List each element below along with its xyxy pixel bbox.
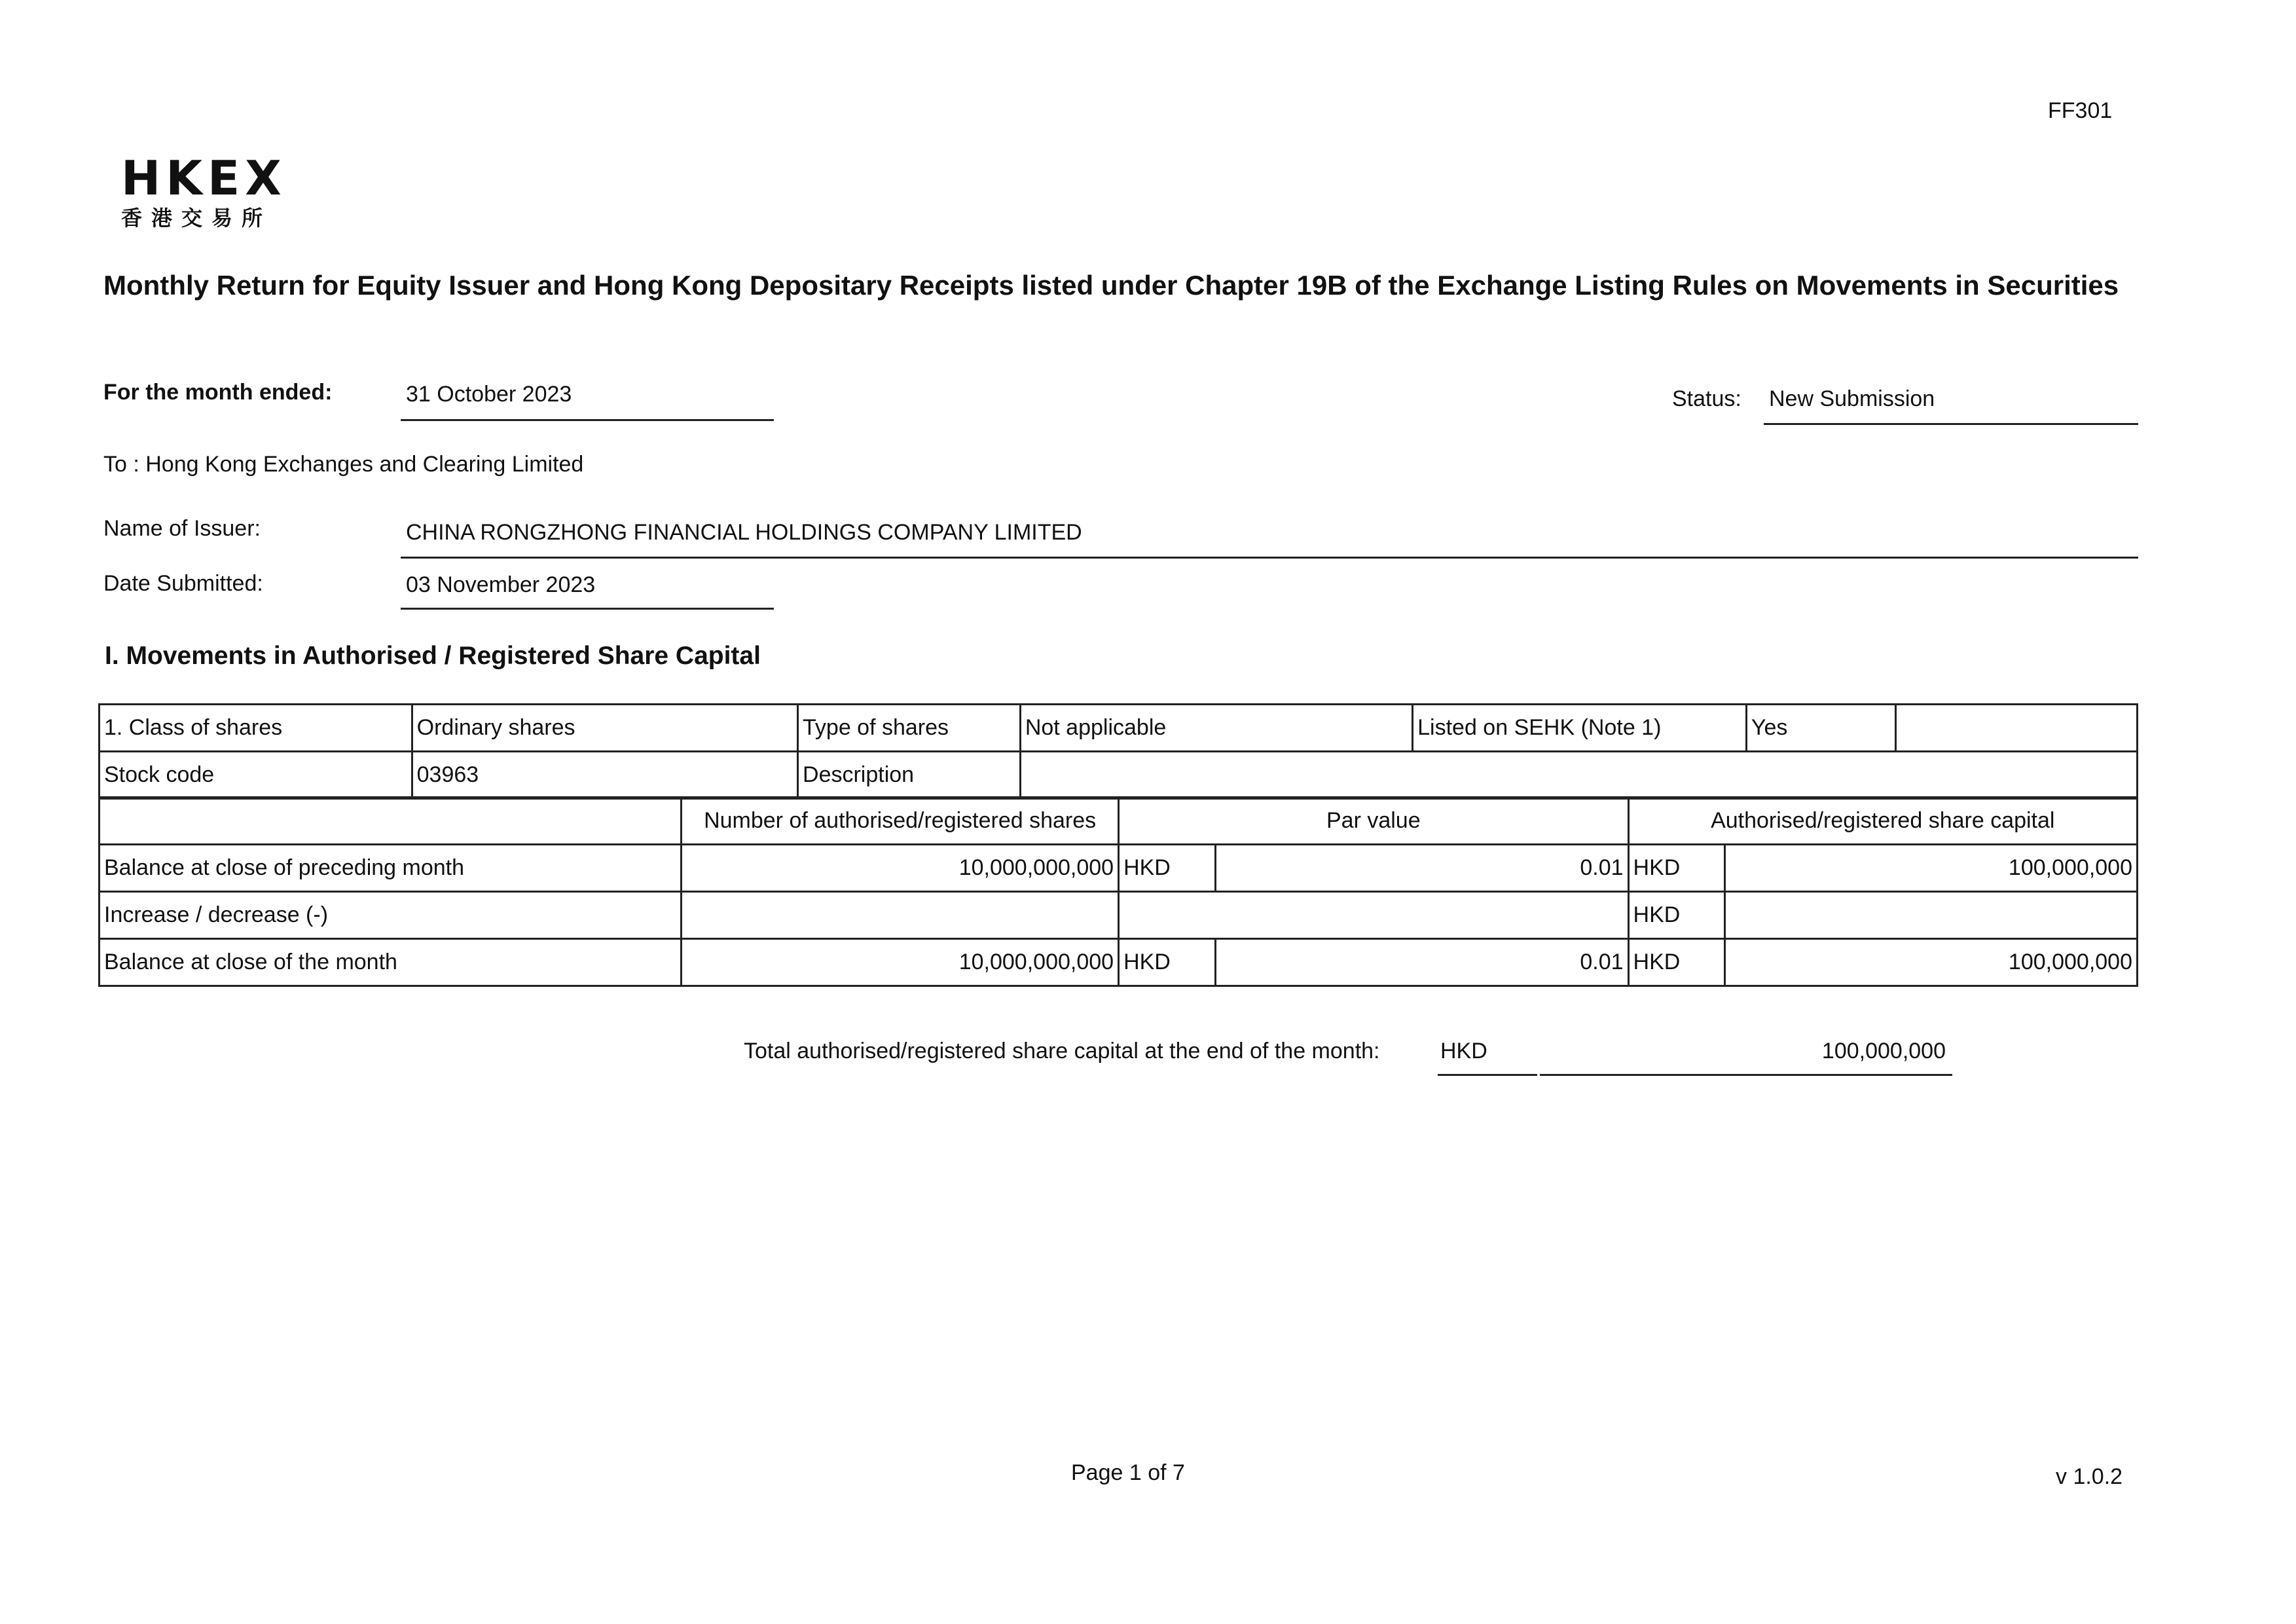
issuer-underline xyxy=(401,557,2138,559)
empty-cell xyxy=(1895,705,2137,752)
status-underline xyxy=(1764,423,2138,425)
row-par-currency: HKD xyxy=(1119,939,1216,986)
page-number: Page 1 of 7 xyxy=(1071,1460,1185,1485)
row-capital-value: 100,000,000 xyxy=(1725,939,2138,986)
row-shares: 10,000,000,000 xyxy=(682,939,1119,986)
date-submitted-value: 03 November 2023 xyxy=(406,572,596,597)
class-of-shares-label: 1. Class of shares xyxy=(100,705,412,752)
listed-value: Yes xyxy=(1746,705,1895,752)
row-label: Balance at close of the month xyxy=(100,939,682,986)
description-label: Description xyxy=(798,752,1021,799)
stock-code-label: Stock code xyxy=(100,752,412,799)
listed-label: Listed on SEHK (Note 1) xyxy=(1413,705,1747,752)
header-empty xyxy=(100,798,682,845)
version-label: v 1.0.2 xyxy=(2056,1464,2123,1489)
row-capital-currency: HKD xyxy=(1628,845,1725,892)
header-shares: Number of authorised/registered shares xyxy=(682,798,1119,845)
stock-code-value: 03963 xyxy=(412,752,797,799)
table-header-row xyxy=(100,798,2138,845)
type-of-shares-value: Not applicable xyxy=(1020,705,1412,752)
month-ended-value: 31 October 2023 xyxy=(406,382,572,407)
row-capital-currency: HKD xyxy=(1628,892,1725,939)
form-code: FF301 xyxy=(2048,98,2113,123)
month-ended-label: For the month ended: xyxy=(103,380,333,405)
row-label: Increase / decrease (-) xyxy=(100,892,682,939)
table-row xyxy=(100,892,2138,939)
total-value-underline xyxy=(1540,1074,1952,1076)
row-par-value: 0.01 xyxy=(1215,845,1628,892)
date-submitted-underline xyxy=(401,608,774,610)
total-currency: HKD xyxy=(1440,1039,1487,1063)
class-of-shares-value: Ordinary shares xyxy=(412,705,797,752)
row-capital-currency: HKD xyxy=(1628,939,1725,986)
row-label: Balance at close of preceding month xyxy=(100,845,682,892)
month-ended-underline xyxy=(401,419,774,421)
recipient-line: To : Hong Kong Exchanges and Clearing Limited xyxy=(103,452,584,477)
table-row xyxy=(100,705,2138,752)
table-row xyxy=(100,752,2138,799)
issuer-value: CHINA RONGZHONG FINANCIAL HOLDINGS COMPANY LIMITED xyxy=(406,520,1082,545)
row-capital-value: 100,000,000 xyxy=(1725,845,2138,892)
table-row xyxy=(100,939,2138,986)
movements-table xyxy=(98,796,2138,987)
status-value: New Submission xyxy=(1769,386,1935,411)
row-shares: 10,000,000,000 xyxy=(682,845,1119,892)
header-capital: Authorised/registered share capital xyxy=(1628,798,2137,845)
row-par-value xyxy=(1119,892,1628,939)
logo-text: HKEX xyxy=(121,151,287,206)
status-label: Status: xyxy=(1672,386,1741,411)
logo-chinese-text: 香港交易所 xyxy=(121,206,272,231)
hkex-logo xyxy=(121,151,287,232)
section-heading: I. Movements in Authorised / Registered Share Capital xyxy=(105,642,761,670)
page-title: Monthly Return for Equity Issuer and Hong Kong Depositary Receipts listed under Chapter 19B of the Exchange Listing Rules on Movements in Securities xyxy=(103,270,2119,301)
row-par-currency: HKD xyxy=(1119,845,1216,892)
total-currency-underline xyxy=(1438,1074,1537,1076)
type-of-shares-label: Type of shares xyxy=(798,705,1021,752)
date-submitted-label: Date Submitted: xyxy=(103,571,263,596)
table-row xyxy=(100,845,2138,892)
row-shares xyxy=(682,892,1119,939)
row-capital-value xyxy=(1725,892,2138,939)
header-par-value: Par value xyxy=(1119,798,1628,845)
share-class-table xyxy=(98,703,2138,800)
issuer-label: Name of Issuer: xyxy=(103,516,261,541)
row-par-value: 0.01 xyxy=(1215,939,1628,986)
total-value: 100,000,000 xyxy=(1821,1039,1946,1063)
description-value xyxy=(1020,752,2137,799)
total-label: Total authorised/registered share capital at the end of the month: xyxy=(744,1039,1380,1063)
